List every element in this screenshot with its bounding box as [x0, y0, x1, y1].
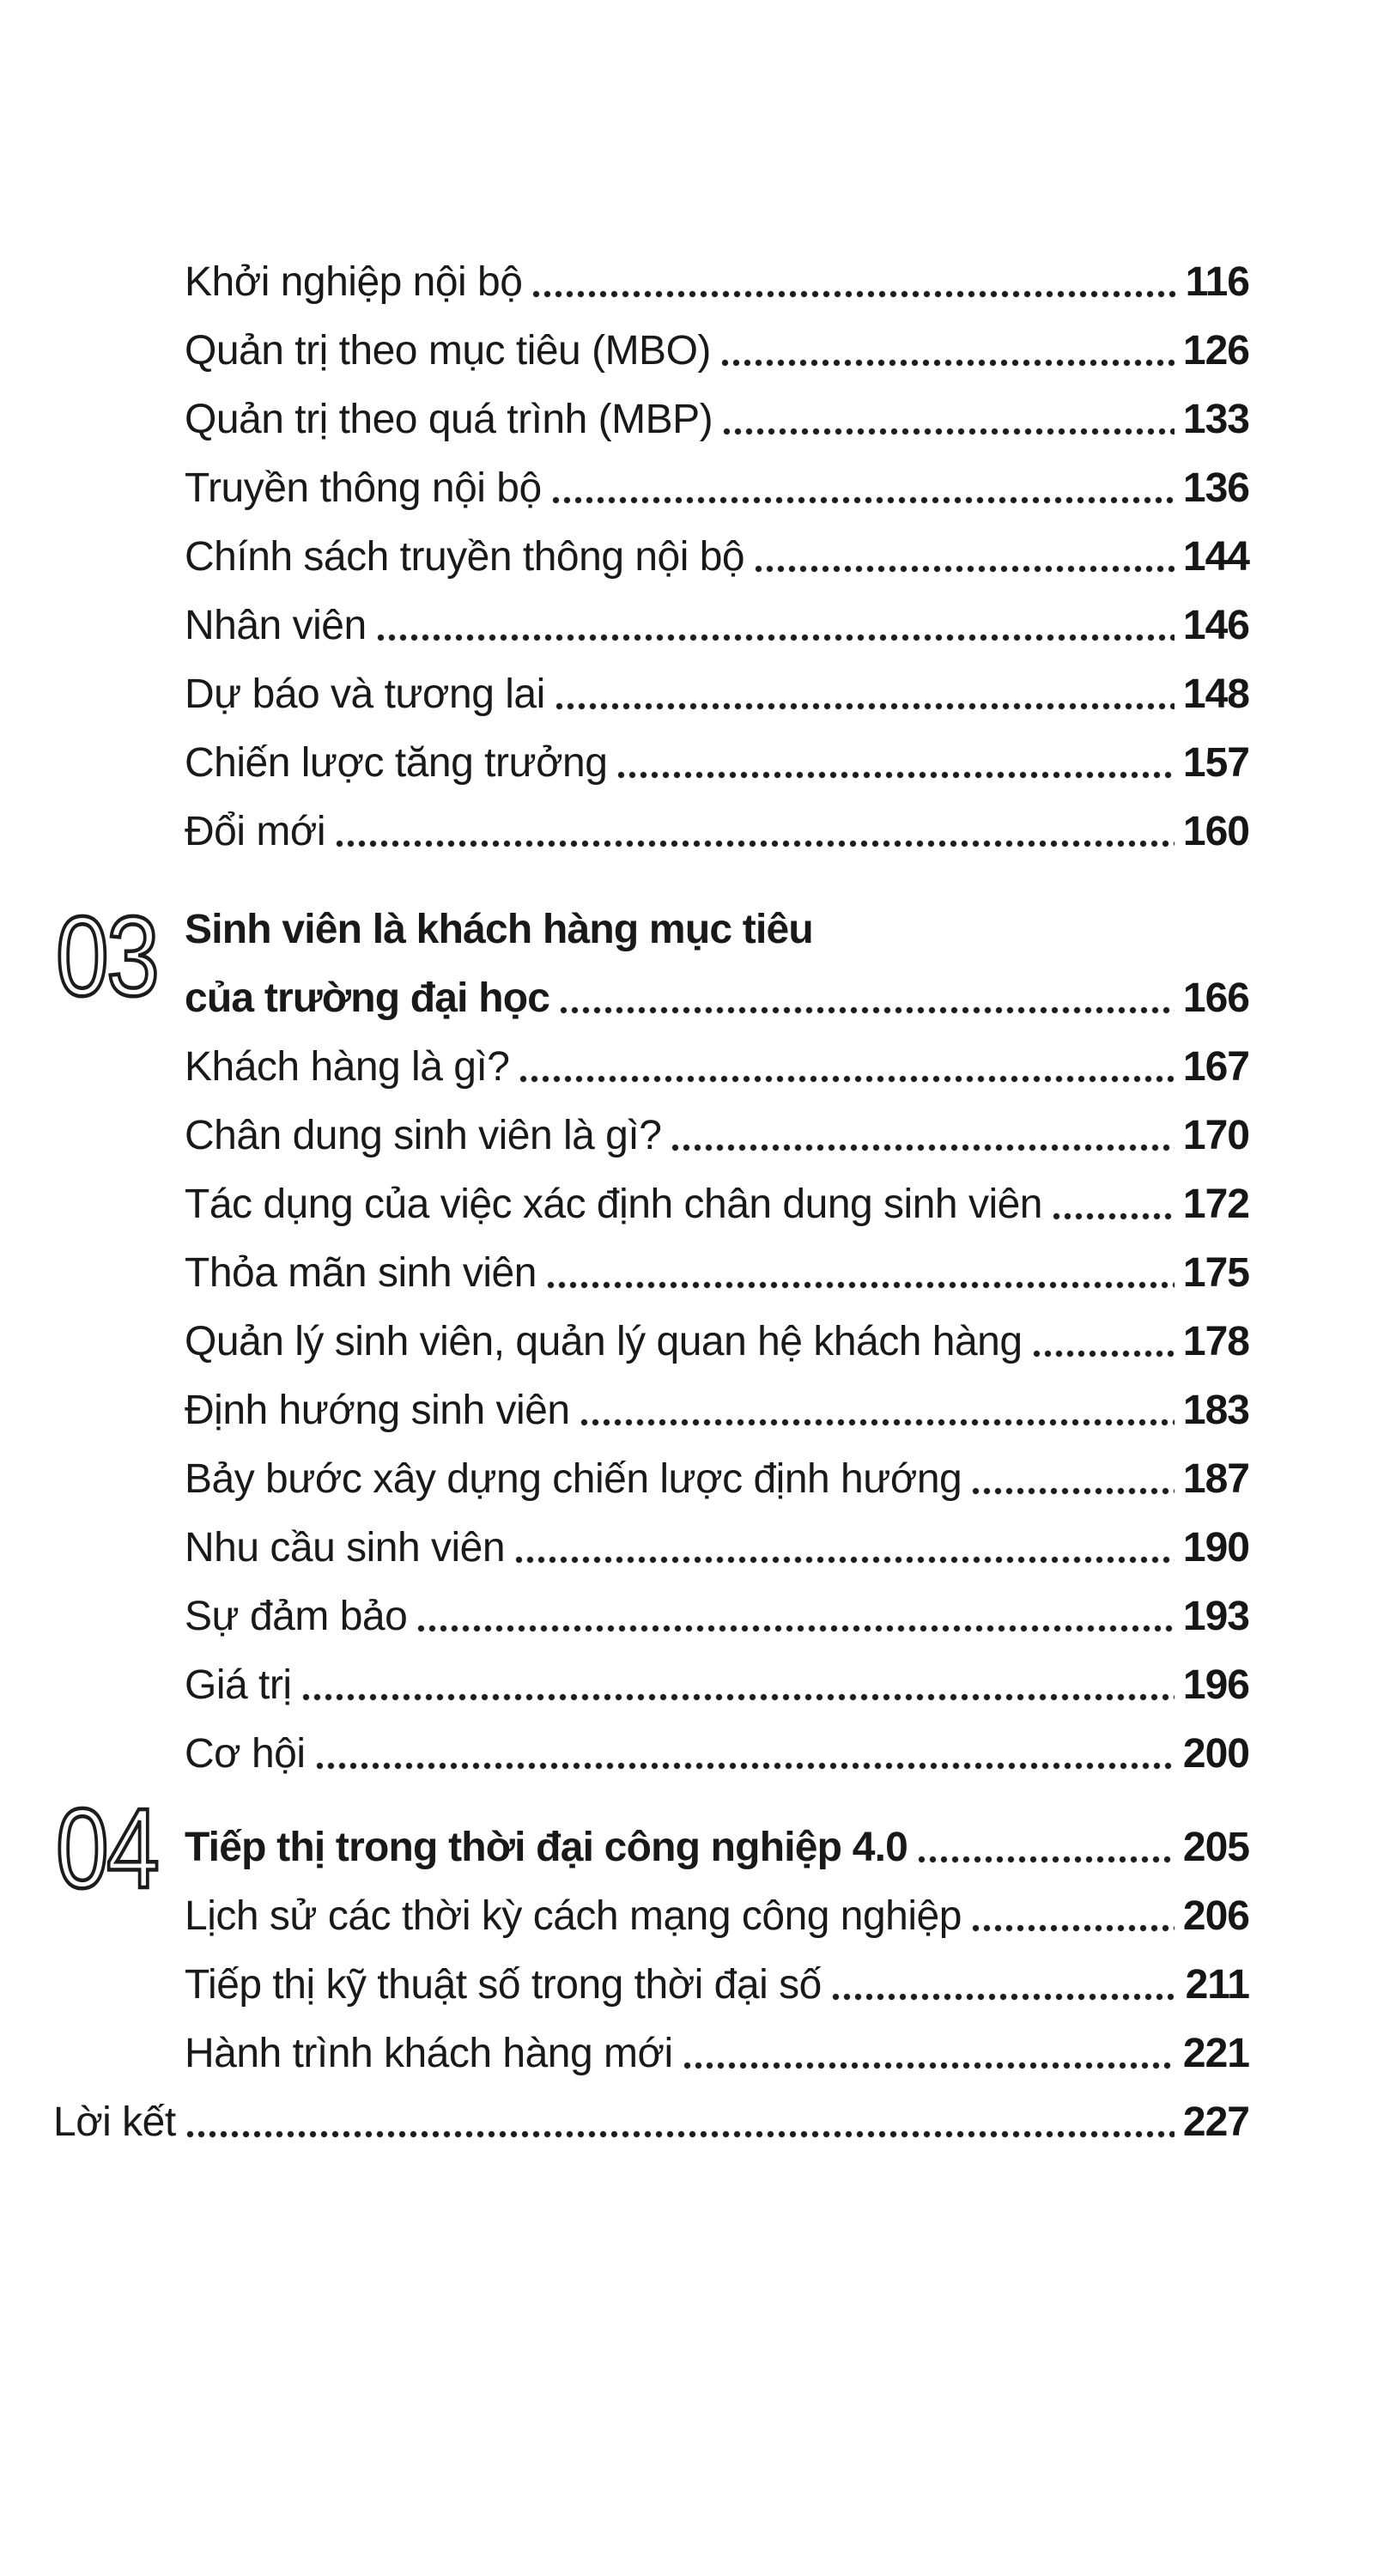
- toc-entry-page: 227: [1182, 2099, 1249, 2145]
- dotted-leader: [671, 1144, 1175, 1151]
- dotted-leader: [515, 1556, 1175, 1564]
- dotted-leader: [972, 1924, 1175, 1932]
- toc-entry-page: 144: [1182, 534, 1249, 580]
- dotted-leader: [683, 2062, 1175, 2069]
- toc-entry-label: Tiếp thị kỹ thuật số trong thời đại số: [185, 1962, 822, 2008]
- chapter-03-title-line1: Sinh viên là khách hàng mục tiêu: [185, 907, 813, 952]
- toc-entry: [185, 1731, 1249, 1777]
- toc-entry-label: Quản trị theo quá trình (MBP): [185, 397, 713, 442]
- chapter-03-title-line2: của trường đại học: [185, 975, 550, 1021]
- toc-entry: [185, 603, 1249, 649]
- toc-entry-label: Dự báo và tương lai: [185, 671, 545, 717]
- dotted-leader: [417, 1625, 1175, 1632]
- toc-entry-page: 157: [1182, 740, 1249, 786]
- toc-entry: [185, 1113, 1249, 1159]
- toc-entry-label: Lịch sử các thời kỳ cách mạng công nghiệp: [185, 1893, 962, 1939]
- toc-entry-label: Chiến lược tăng trưởng: [185, 740, 608, 786]
- toc-entry-label: Quản trị theo mục tiêu (MBO): [185, 328, 711, 374]
- toc-entry-page: 116: [1185, 259, 1249, 305]
- toc-entry-page: 170: [1182, 1113, 1249, 1158]
- toc-entry: [185, 1893, 1249, 1940]
- toc-entry-page: 206: [1182, 1893, 1249, 1939]
- dotted-leader: [1053, 1212, 1175, 1220]
- toc-entry: [185, 671, 1249, 718]
- dotted-leader: [755, 565, 1175, 573]
- dotted-leader: [972, 1487, 1175, 1495]
- toc-entry-label: Khởi nghiệp nội bộ: [185, 259, 523, 305]
- dotted-leader: [721, 359, 1175, 367]
- toc-entry: [185, 1388, 1249, 1434]
- toc-entry-label: Quản lý sinh viên, quản lý quan hệ khách hàng: [185, 1319, 1023, 1364]
- toc-entry-label: Chân dung sinh viên là gì?: [185, 1113, 662, 1158]
- toc-entry-page: 172: [1182, 1182, 1249, 1227]
- toc-entry-label: Giá trị: [185, 1662, 292, 1708]
- toc-entry-label: Lời kết: [53, 2099, 176, 2145]
- dotted-leader: [580, 1419, 1175, 1426]
- toc-entry: [185, 259, 1249, 306]
- toc-entry: [185, 740, 1249, 787]
- toc-entry-page: 187: [1182, 1456, 1249, 1502]
- toc-entry: [185, 1182, 1249, 1228]
- toc-entry-label: Hành trình khách hàng mới: [185, 2031, 673, 2076]
- toc-entry-page: 146: [1182, 603, 1249, 648]
- toc-entry-page: 196: [1182, 1662, 1249, 1708]
- toc-entry-page: 178: [1182, 1319, 1249, 1364]
- toc-entry-page: 183: [1182, 1388, 1249, 1433]
- toc-entry-page: 167: [1182, 1044, 1249, 1090]
- toc-entry-label: Tác dụng của việc xác định chân dung sinh viên: [185, 1182, 1042, 1227]
- chapter-04-title-row: [185, 1825, 1249, 1871]
- dotted-leader: [1033, 1350, 1175, 1358]
- dotted-leader: [377, 634, 1175, 641]
- toc-entry-page: 190: [1182, 1525, 1249, 1571]
- toc-entry-label: Nhân viên: [185, 603, 367, 648]
- toc-entry-page: 211: [1185, 1962, 1249, 2008]
- chapter-03-title-row-2: [185, 975, 1249, 1022]
- toc-entry-label: Đổi mới: [185, 809, 325, 854]
- toc-entry-label: Sự đảm bảo: [185, 1594, 408, 1639]
- toc-entry-label: Bảy bước xây dựng chiến lược định hướng: [185, 1456, 962, 1502]
- dotted-leader: [617, 771, 1174, 779]
- chapter-03-number: 03: [56, 893, 158, 1019]
- toc-entry: [185, 1319, 1249, 1365]
- toc-entry: [185, 1594, 1249, 1640]
- toc-entry: [185, 1250, 1249, 1297]
- dotted-leader: [316, 1762, 1175, 1770]
- toc-entry: [185, 328, 1249, 374]
- toc-entry-label: Truyền thông nội bộ: [185, 465, 542, 511]
- toc-entry-page: 175: [1182, 1250, 1249, 1296]
- chapter-04-block: [56, 1785, 1249, 1911]
- dotted-leader: [832, 1993, 1177, 2001]
- toc-entry-page: 200: [1182, 1731, 1249, 1777]
- toc-entry-page: 136: [1182, 465, 1249, 511]
- toc-entry: [185, 1525, 1249, 1571]
- toc-entry-page: 126: [1182, 328, 1249, 374]
- toc-entry-label: Thỏa mãn sinh viên: [185, 1250, 537, 1296]
- toc-entry-page: 148: [1182, 671, 1249, 717]
- dotted-leader: [918, 1856, 1175, 1863]
- toc-entry-page: 160: [1182, 809, 1249, 854]
- dotted-leader: [302, 1693, 1175, 1701]
- toc-entry-label: Chính sách truyền thông nội bộ: [185, 534, 745, 580]
- dotted-leader: [547, 1281, 1175, 1289]
- toc-entry: [185, 1044, 1249, 1091]
- chapter-04-title: Tiếp thị trong thời đại công nghiệp 4.0: [185, 1825, 908, 1870]
- dotted-leader: [532, 290, 1176, 298]
- toc-entry-label: Định hướng sinh viên: [185, 1388, 570, 1433]
- toc-entry: [185, 1456, 1249, 1503]
- dotted-leader: [555, 702, 1175, 710]
- toc-entry: [185, 809, 1249, 855]
- toc-entry-closing: [53, 2099, 1249, 2146]
- toc-entry-page: 133: [1182, 397, 1249, 442]
- chapter-04-page: 205: [1182, 1825, 1249, 1870]
- toc-entry-page: 193: [1182, 1594, 1249, 1639]
- toc-entry: [185, 397, 1249, 443]
- toc-entry-label: Khách hàng là gì?: [185, 1044, 510, 1090]
- toc-entry-label: Cơ hội: [185, 1731, 306, 1777]
- chapter-03-title-row-1: [185, 907, 1249, 953]
- dotted-leader: [186, 2130, 1175, 2138]
- chapter-03-block: [56, 893, 1249, 1022]
- dotted-leader: [552, 496, 1175, 504]
- dotted-leader: [723, 428, 1175, 435]
- toc-entry: [185, 2031, 1249, 2077]
- dotted-leader: [560, 1006, 1175, 1014]
- toc-entry: [185, 465, 1249, 512]
- dotted-leader: [519, 1075, 1174, 1083]
- toc-entry: [185, 1662, 1249, 1709]
- dotted-leader: [336, 840, 1175, 848]
- toc-entry-label: Nhu cầu sinh viên: [185, 1525, 506, 1571]
- toc-entry: [185, 534, 1249, 580]
- toc-entry: [185, 1962, 1249, 2008]
- toc-entry-page: 221: [1182, 2031, 1249, 2076]
- chapter-03-page: 166: [1182, 975, 1249, 1021]
- chapter-04-number: 04: [56, 1785, 158, 1911]
